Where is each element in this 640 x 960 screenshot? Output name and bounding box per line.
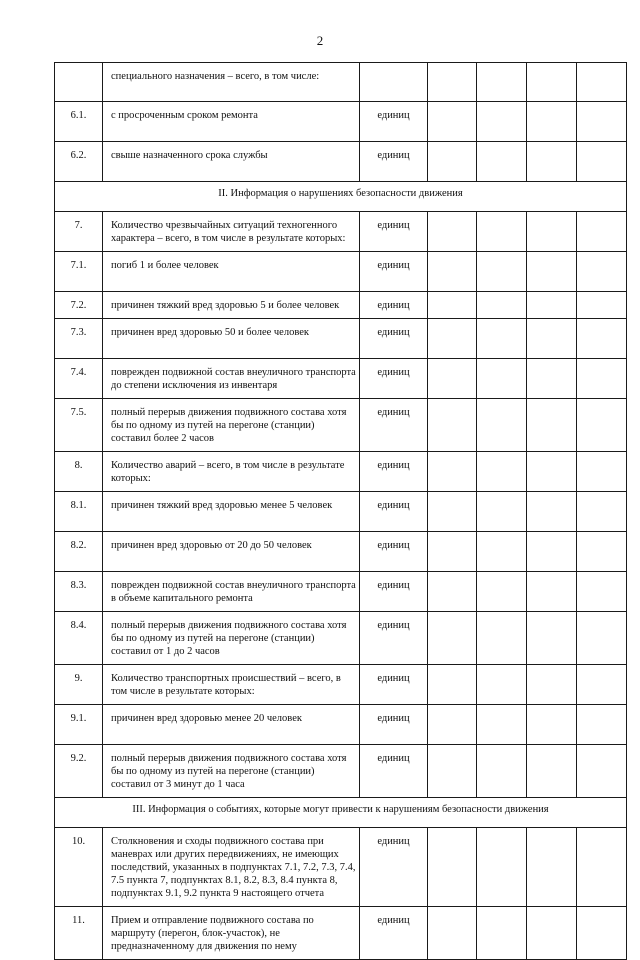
value-cell bbox=[527, 142, 577, 182]
value-cell bbox=[527, 399, 577, 452]
row-description: Прием и отправление подвижного состава по маршруту (перегон, блок-участок), не предназначенному для движения по нему bbox=[103, 907, 360, 960]
row-description: Количество аварий – всего, в том числе в результате которых: bbox=[103, 452, 360, 492]
row-unit: единиц bbox=[360, 532, 428, 572]
value-cell bbox=[428, 359, 477, 399]
row-unit: единиц bbox=[360, 452, 428, 492]
value-cell bbox=[477, 492, 527, 532]
row-description: причинен вред здоровью менее 20 человек bbox=[103, 705, 360, 745]
table-row bbox=[55, 252, 627, 292]
row-description: свыше назначенного срока службы bbox=[103, 142, 360, 182]
table-row bbox=[55, 612, 627, 665]
row-description: полный перерыв движения подвижного состава хотя бы по одному из путей на перегоне (станции) составил от 1 до 2 часов bbox=[103, 612, 360, 665]
row-unit: единиц bbox=[360, 828, 428, 907]
row-unit: единиц bbox=[360, 492, 428, 532]
table-row bbox=[55, 532, 627, 572]
value-cell bbox=[527, 492, 577, 532]
value-cell bbox=[477, 705, 527, 745]
table-row bbox=[55, 359, 627, 399]
value-cell bbox=[428, 612, 477, 665]
table-row bbox=[55, 452, 627, 492]
row-description: причинен вред здоровью от 20 до 50 человек bbox=[103, 532, 360, 572]
report-table-body bbox=[55, 63, 627, 960]
table-row bbox=[55, 665, 627, 705]
row-description: причинен тяжкий вред здоровью менее 5 человек bbox=[103, 492, 360, 532]
value-cell bbox=[577, 452, 627, 492]
row-unit: единиц bbox=[360, 142, 428, 182]
value-cell bbox=[428, 492, 477, 532]
row-number: 7. bbox=[55, 212, 103, 252]
value-cell bbox=[577, 142, 627, 182]
row-number: 11. bbox=[55, 907, 103, 960]
value-cell bbox=[428, 665, 477, 705]
row-number: 8. bbox=[55, 452, 103, 492]
value-cell bbox=[527, 452, 577, 492]
value-cell bbox=[428, 828, 477, 907]
value-cell bbox=[577, 359, 627, 399]
table-row bbox=[55, 492, 627, 532]
section-header-row bbox=[55, 182, 627, 212]
value-cell bbox=[428, 252, 477, 292]
value-cell bbox=[577, 212, 627, 252]
row-unit: единиц bbox=[360, 572, 428, 612]
value-cell bbox=[527, 665, 577, 705]
value-cell bbox=[577, 572, 627, 612]
value-cell bbox=[577, 492, 627, 532]
table-row bbox=[55, 102, 627, 142]
value-cell bbox=[477, 828, 527, 907]
value-cell bbox=[477, 612, 527, 665]
row-unit: единиц bbox=[360, 212, 428, 252]
value-cell bbox=[428, 399, 477, 452]
row-unit: единиц bbox=[360, 612, 428, 665]
row-description: полный перерыв движения подвижного состава хотя бы по одному из путей на перегоне (станции) составил более 2 часов bbox=[103, 399, 360, 452]
row-number: 8.3. bbox=[55, 572, 103, 612]
row-number: 9.1. bbox=[55, 705, 103, 745]
value-cell bbox=[477, 292, 527, 319]
value-cell bbox=[477, 532, 527, 572]
row-unit: единиц bbox=[360, 359, 428, 399]
row-description: причинен тяжкий вред здоровью 5 и более человек bbox=[103, 292, 360, 319]
row-unit: единиц bbox=[360, 252, 428, 292]
row-description: причинен вред здоровью 50 и более человек bbox=[103, 319, 360, 359]
value-cell bbox=[477, 572, 527, 612]
row-unit: единиц bbox=[360, 745, 428, 798]
section-header-row bbox=[55, 798, 627, 828]
value-cell bbox=[477, 665, 527, 705]
value-cell bbox=[428, 907, 477, 960]
report-table bbox=[54, 62, 627, 960]
row-number bbox=[55, 63, 103, 102]
value-cell bbox=[527, 828, 577, 907]
table-row bbox=[55, 292, 627, 319]
row-description: Количество чрезвычайных ситуаций техногенного характера – всего, в том числе в результате которых: bbox=[103, 212, 360, 252]
value-cell bbox=[577, 907, 627, 960]
value-cell bbox=[477, 102, 527, 142]
value-cell bbox=[577, 745, 627, 798]
row-unit: единиц bbox=[360, 292, 428, 319]
page-number: 2 bbox=[316, 33, 324, 48]
table-row bbox=[55, 319, 627, 359]
row-description: Количество транспортных происшествий – всего, в том числе в результате которых: bbox=[103, 665, 360, 705]
value-cell bbox=[477, 319, 527, 359]
value-cell bbox=[577, 399, 627, 452]
row-number: 7.1. bbox=[55, 252, 103, 292]
row-description: поврежден подвижной состав внеуличного транспорта в объеме капитального ремонта bbox=[103, 572, 360, 612]
row-number: 10. bbox=[55, 828, 103, 907]
row-unit: единиц bbox=[360, 102, 428, 142]
row-number: 7.3. bbox=[55, 319, 103, 359]
table-row bbox=[55, 212, 627, 252]
value-cell bbox=[577, 292, 627, 319]
table-row bbox=[55, 907, 627, 960]
row-unit: единиц bbox=[360, 665, 428, 705]
value-cell bbox=[428, 292, 477, 319]
value-cell bbox=[477, 142, 527, 182]
row-description: с просроченным сроком ремонта bbox=[103, 102, 360, 142]
row-number: 8.1. bbox=[55, 492, 103, 532]
value-cell bbox=[477, 252, 527, 292]
row-number: 8.4. bbox=[55, 612, 103, 665]
value-cell bbox=[428, 705, 477, 745]
row-description: погиб 1 и более человек bbox=[103, 252, 360, 292]
value-cell bbox=[477, 63, 527, 102]
value-cell bbox=[527, 63, 577, 102]
value-cell bbox=[428, 212, 477, 252]
value-cell bbox=[428, 572, 477, 612]
value-cell bbox=[428, 142, 477, 182]
value-cell bbox=[527, 907, 577, 960]
value-cell bbox=[527, 359, 577, 399]
value-cell bbox=[577, 532, 627, 572]
value-cell bbox=[527, 705, 577, 745]
table-row bbox=[55, 745, 627, 798]
section-title: II. Информация о нарушениях безопасности движения bbox=[55, 182, 627, 212]
value-cell bbox=[577, 665, 627, 705]
value-cell bbox=[428, 745, 477, 798]
value-cell bbox=[428, 452, 477, 492]
value-cell bbox=[527, 532, 577, 572]
table-row bbox=[55, 828, 627, 907]
value-cell bbox=[477, 907, 527, 960]
value-cell bbox=[428, 532, 477, 572]
value-cell bbox=[527, 319, 577, 359]
value-cell bbox=[577, 319, 627, 359]
table-row bbox=[55, 705, 627, 745]
value-cell bbox=[428, 63, 477, 102]
section-title: III. Информация о событиях, которые могут привести к нарушениям безопасности движения bbox=[55, 798, 627, 828]
row-number: 7.5. bbox=[55, 399, 103, 452]
table-row-continuation bbox=[55, 63, 627, 102]
value-cell bbox=[527, 292, 577, 319]
row-number: 6.1. bbox=[55, 102, 103, 142]
value-cell bbox=[527, 572, 577, 612]
table-row bbox=[55, 572, 627, 612]
value-cell bbox=[577, 102, 627, 142]
table-row bbox=[55, 399, 627, 452]
row-unit: единиц bbox=[360, 705, 428, 745]
row-number: 6.2. bbox=[55, 142, 103, 182]
value-cell bbox=[577, 252, 627, 292]
value-cell bbox=[477, 212, 527, 252]
row-number: 9. bbox=[55, 665, 103, 705]
value-cell bbox=[477, 399, 527, 452]
value-cell bbox=[527, 252, 577, 292]
row-description: поврежден подвижной состав внеуличного транспорта до степени исключения из инвентаря bbox=[103, 359, 360, 399]
row-description: специального назначения – всего, в том числе: bbox=[103, 63, 360, 102]
row-unit bbox=[360, 63, 428, 102]
value-cell bbox=[527, 745, 577, 798]
value-cell bbox=[577, 612, 627, 665]
row-number: 7.4. bbox=[55, 359, 103, 399]
value-cell bbox=[477, 359, 527, 399]
value-cell bbox=[477, 745, 527, 798]
value-cell bbox=[527, 102, 577, 142]
value-cell bbox=[428, 102, 477, 142]
value-cell bbox=[577, 828, 627, 907]
value-cell bbox=[527, 212, 577, 252]
value-cell bbox=[577, 63, 627, 102]
row-number: 8.2. bbox=[55, 532, 103, 572]
value-cell bbox=[577, 705, 627, 745]
row-number: 7.2. bbox=[55, 292, 103, 319]
row-description: Столкновения и сходы подвижного состава при маневрах или других передвижениях, не имеющих последствий, указанных в подпунктах 7.1, 7.2, 7.3, 7.4, 7.5 пункта 7, подпунктах 8.1, 8.2, 8.3, 8.4 пункта 8, подпунктах 9.1, 9.2 пункта 9 настоящего отчета bbox=[103, 828, 360, 907]
value-cell bbox=[428, 319, 477, 359]
row-number: 9.2. bbox=[55, 745, 103, 798]
row-unit: единиц bbox=[360, 399, 428, 452]
row-unit: единиц bbox=[360, 907, 428, 960]
value-cell bbox=[477, 452, 527, 492]
row-description: полный перерыв движения подвижного состава хотя бы по одному из путей на перегоне (станции) составил от 3 минут до 1 часа bbox=[103, 745, 360, 798]
row-unit: единиц bbox=[360, 319, 428, 359]
value-cell bbox=[527, 612, 577, 665]
table-row bbox=[55, 142, 627, 182]
